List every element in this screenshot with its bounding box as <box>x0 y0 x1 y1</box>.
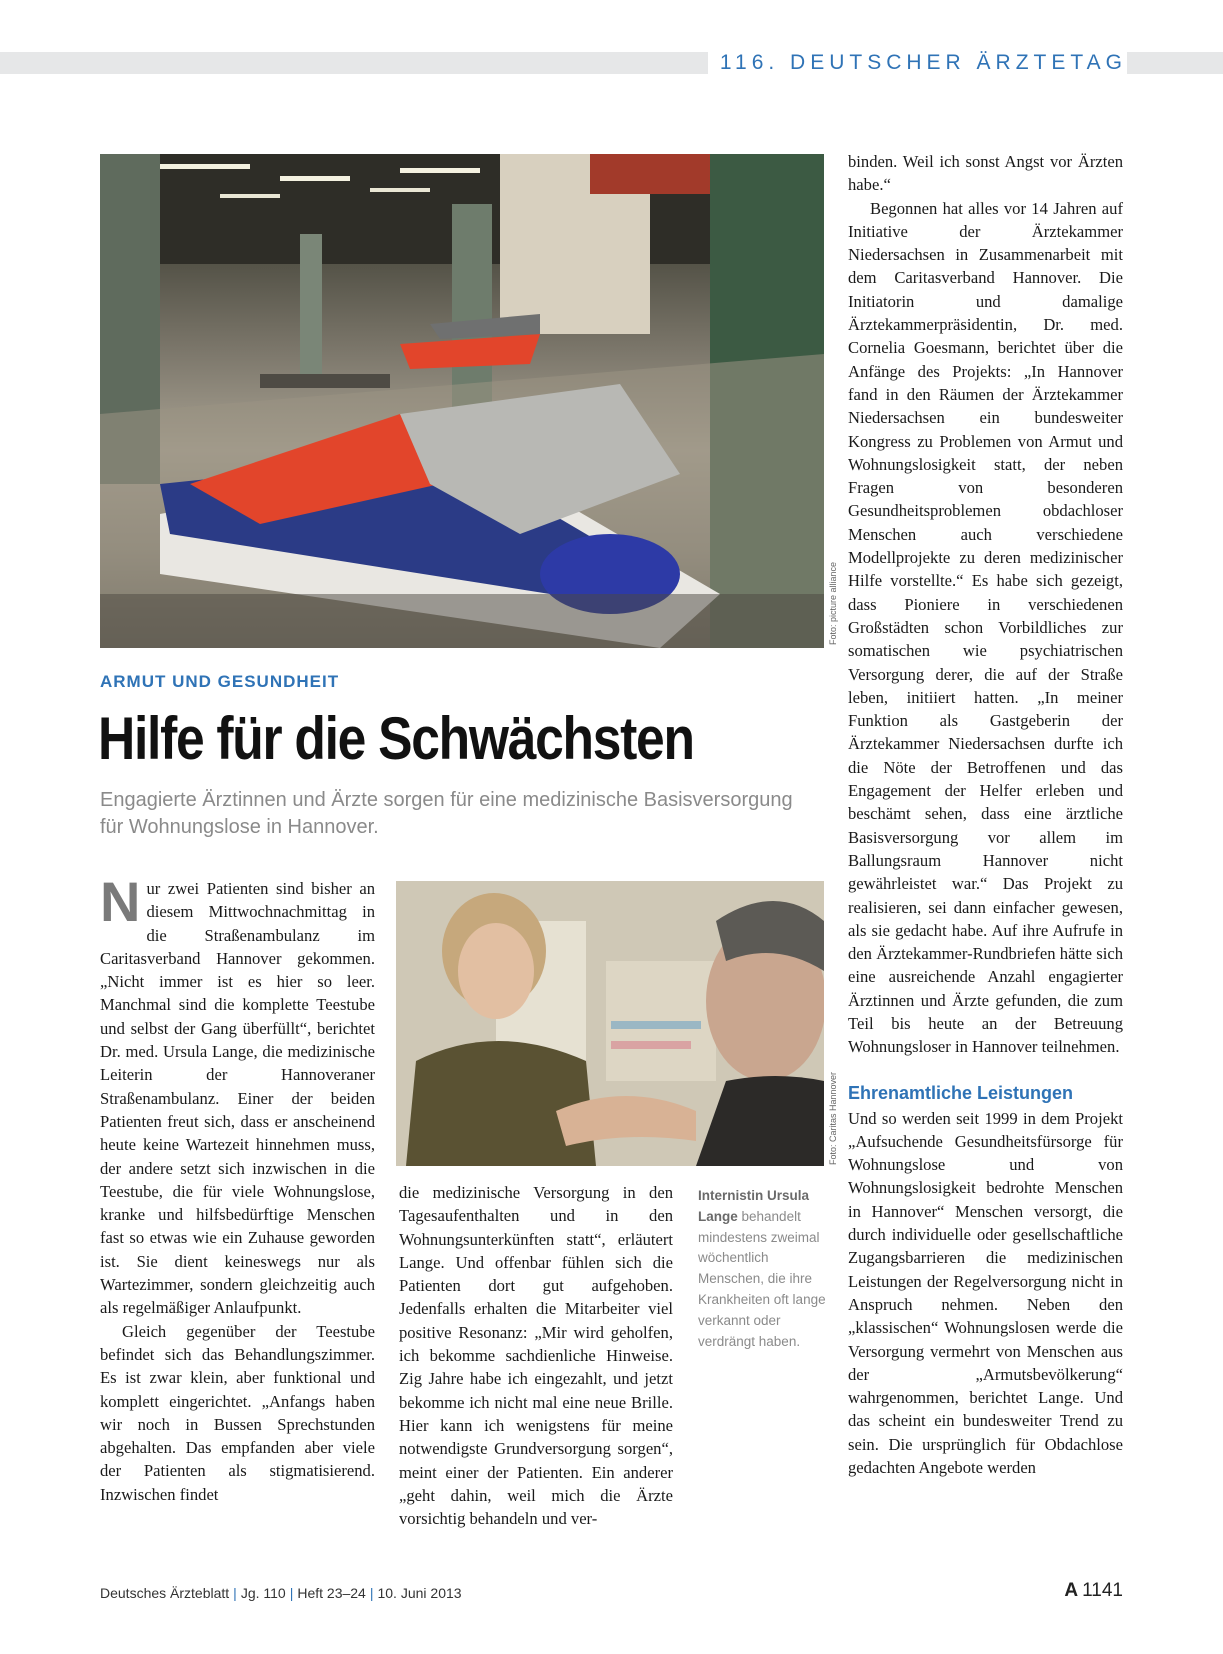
page-prefix: A <box>1064 1580 1079 1601</box>
paragraph: die medizinische Versorgung in den Tagesaufenthalten und in den Wohnungsunterkünften statt“, erläutert Lange. Und offenbar fühlen sich die Patienten dort gut aufgehoben. Jedenfalls erhalten die Mitarbeiter viel positive Resonanz: „Mir wird geholfen, ich bekomme sachdienliche Hinweise. Zig Jahre habe ich eingezahlt, und jetzt bekomme ich nicht mal eine neue Brille. Hier kann ich wenigstens für meine notwendigste Grundversorgung sorgen“, meint einer der Patienten. Ein anderer „geht dahin, weil mich die Ärzte vorsichtig behandeln und ver- <box>399 1183 673 1529</box>
photo-doctor-patient <box>396 881 824 1166</box>
photo-homeless-sleeping <box>100 154 824 648</box>
dropcap: N <box>100 870 141 933</box>
page-footer <box>100 1585 462 1601</box>
section-label: 116. DEUTSCHER ÄRZTETAG <box>708 49 1127 77</box>
article-column-2 <box>399 1181 673 1530</box>
separator: | <box>369 1585 374 1601</box>
page-number <box>1064 1580 1123 1602</box>
article-column-1 <box>100 870 375 1506</box>
paragraph: Begonnen hat alles vor 14 Jahren auf Initiative der Ärztekammer Niedersachsen in Zusammenarbeit mit dem Caritasverband Hannover. Die Initiatorin und damalige Ärztekammerpräsidentin, Dr. med. Cornelia Goesmann, berichtet über die Anfänge des Projekts: „In Hannover fand in den Räumen der Ärztekammer Niedersachsen ein bundesweiter Kongress zu Problemen von Armut und Wohnungslosigkeit statt, der neben Fragen von besonderen Gesundheitsproblemen obdachloser Menschen auch verschiedene Modellprojekte zu deren medizinischer Hilfe vorstellte.“ Es habe sich gezeigt, dass Pioniere in verschiedenen Großstädten schon Vorbildliches zur somatischen wie psychiatrischen Versorgung derer, die auf der Straße leben, initiiert hatten. „In meiner Funktion als Gastgeberin der Ärztekammer Niedersachsen durfte ich die Nöte der Betroffenen und das Engagement der Helfer erleben und beschämt sehen, dass eine ärztliche Basisversorgung vor allem im Ballungsraum Hannover nicht gewährleistet war.“ Das Projekt zu realisieren, sei dann einfacher gewesen, als sie gedacht habe. Auf ihre Aufrufe in den Ärztekammer-Rundbriefen hätte sich eine ausreichende Anzahl engagierter Ärztinnen und Ärzte gefunden, die zum Teil bis heute an der Betreuung Wohnungsloser in Hannover teilnehmen. <box>848 198 1123 1057</box>
article-subhead: Engagierte Ärztinnen und Ärzte sorgen für eine medizinische Basisversorgung für Wohnungslose in Hannover. <box>100 789 793 838</box>
separator: | <box>289 1585 294 1601</box>
photo-homeless-sleeping-illustration <box>100 154 824 648</box>
paragraph: binden. Weil ich sonst Angst vor Ärzten habe.“ <box>848 152 1123 195</box>
journal-name: Deutsches Ärzteblatt <box>100 1585 230 1601</box>
photo-doctor-patient-illustration <box>396 881 824 1166</box>
separator: | <box>233 1585 237 1601</box>
paragraph: Gleich gegenüber der Teestube befindet sich das Behandlungszimmer. Es ist zwar klein, aber funktional und komplett eingerichtet. „Anfangs haben wir noch in Bussen Sprechstunden abgehalten. Das empfanden aber viele der Patienten als stigmatisierend. Inzwischen findet <box>100 1321 375 1504</box>
caption-name: Internistin Ursula Lange <box>698 1188 810 1224</box>
issue: Heft 23–24 <box>297 1585 366 1601</box>
volume: Jg. 110 <box>240 1585 286 1601</box>
article-kicker: ARMUT UND GESUNDHEIT <box>100 672 340 691</box>
caption-text: behandelt mindestens zweimal wöchentlich Menschen, die ihre Krankheiten oft lange verkannt oder verdrängt haben. <box>698 1208 826 1349</box>
article-headline: Hilfe für die Schwächsten <box>98 705 694 772</box>
photo-credit-second: Foto: Caritas Hannover <box>828 1071 838 1165</box>
paragraph <box>100 870 375 1320</box>
article-column-3 <box>848 150 1123 1479</box>
paragraph: Und so werden seit 1999 in dem Projekt „Aufsuchende Gesundheitsfürsorge für Wohnungslose und von Wohnungslosigkeit bedrohte Menschen in Hannover“ Menschen versorgt, die durch individuelle oder gesellschaftliche Zugangsbarrieren die medizinischen Leistungen der Regelversorgung nicht in Anspruch nehmen. Neben den „klassischen“ Wohnungslosen werde die Versorgung vermehrt von Menschen aus der „Armutsbevölkerung“ wahrgenommen, berichtet Lange. Und das scheint ein bundesweiter Trend zu sein. Die ursprünglich für Obdachlose gedachten Angebote werden <box>848 1108 1123 1478</box>
paragraph-text: ur zwei Patienten sind bisher an diesem Mittwochnachmittag in die Straßenambulanz im Caritasverband Hannover gekommen. „Nicht immer ist es hier so leer. Manchmal sind die komplette Teestube und selbst der Gang überfüllt“, berichtet Dr. med. Ursula Lange, die medizinische Leiterin der Hannoveraner Straßenambulanz. Einer der beiden Patienten freut sich, dass er anscheinend heute keine Wartezeit hinnehmen muss, der andere setzt sich inzwischen in die Teestube, die für viele Wohnungslose, kranke und hilfsbedürftige Menschen fast so etwas wie ein Zuhause geworden ist. Sie dient keineswegs nur als Wartezimmer, sondern gleichzeitig auch als regelmäßiger Anlaufpunkt. <box>100 879 375 1318</box>
photo-credit-top: Foto: picture alliance <box>828 561 838 645</box>
page-number-value: 1141 <box>1082 1580 1123 1601</box>
date: 10. Juni 2013 <box>377 1585 462 1601</box>
section-subheading: Ehrenamtliche Leistungen <box>848 1082 1074 1103</box>
photo-caption <box>698 1186 826 1352</box>
